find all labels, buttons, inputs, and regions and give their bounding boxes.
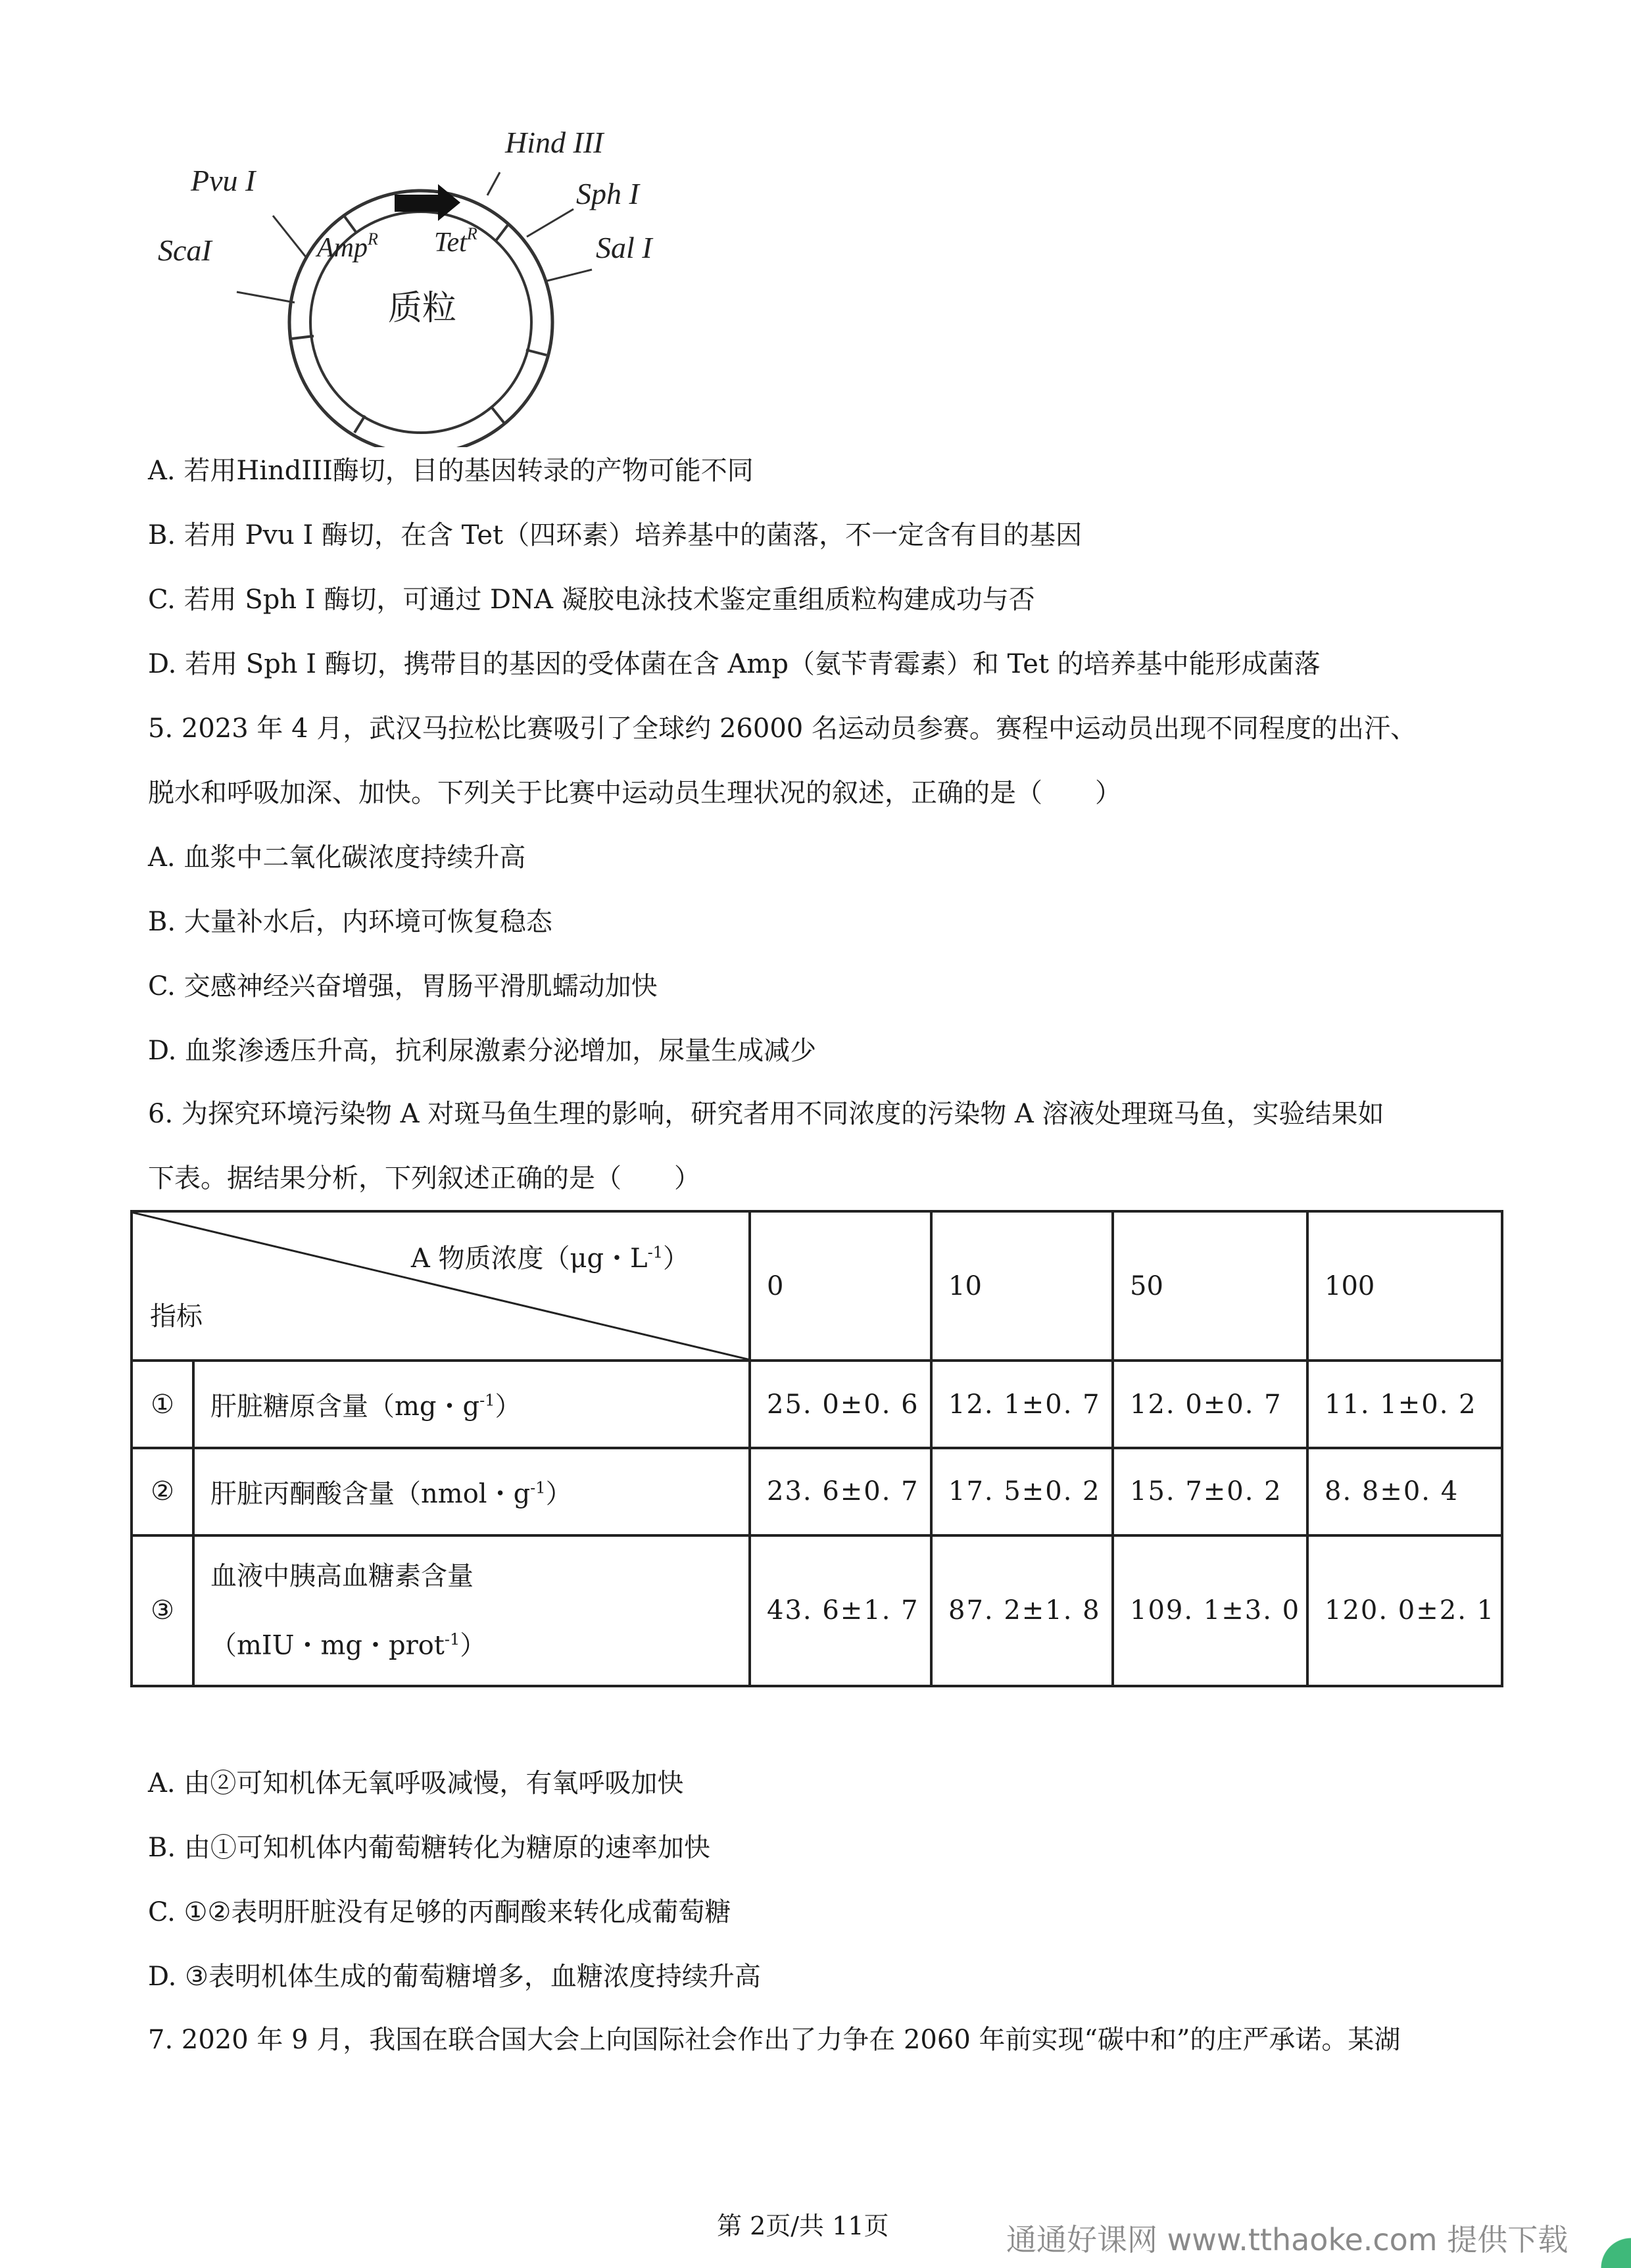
label-plasmid-center: 质粒 [388, 290, 457, 327]
q6-option-b: B. 由①可知机体内葡萄糖转化为糖原的速率加快 [148, 1833, 710, 1863]
cell-value: 87. 2±1. 8 [931, 1535, 1113, 1686]
label-ampr: Amp$^R$ [317, 229, 378, 263]
col-header-conc-50: 50 [1113, 1211, 1307, 1361]
table-row [132, 1535, 1502, 1686]
q4-option-d: D. 若用 Sph I 酶切，携带目的基因的受体菌在含 Amp（氨苄青霉素）和 Tet 的培养基中能形成菌落 [148, 649, 1321, 679]
q6-stem-line1: 6. 为探究环境污染物 A 对斑马鱼生理的影响，研究者用不同浓度的污染物 A 溶液处理斑马鱼，实验结果如 [148, 1099, 1384, 1129]
q5-option-a: A. 血浆中二氧化碳浓度持续升高 [148, 842, 526, 873]
row-indicator: 肝脏丙酮酸含量（nmol・$g^{-1}$） [193, 1448, 750, 1535]
plasmid-diagram [132, 105, 763, 447]
table-row [132, 1448, 1502, 1535]
q4-option-c: C. 若用 Sph I 酶切，可通过 DNA 凝胶电泳技术鉴定重组质粒构建成功与否 [148, 585, 1035, 615]
cell-value: 25. 0±0. 6 [750, 1361, 931, 1448]
row-index: ① [132, 1361, 193, 1448]
q6-option-c: C. ①②表明肝脏没有足够的丙酮酸来转化成葡萄糖 [148, 1897, 731, 1927]
cell-value: 109. 1±3. 0 [1113, 1535, 1307, 1686]
col-header-conc-100: 100 [1307, 1211, 1502, 1361]
q6-option-a: A. 由②可知机体无氧呼吸减慢，有氧呼吸加快 [148, 1768, 684, 1798]
cell-value: 11. 1±0. 2 [1307, 1361, 1502, 1448]
q6-option-d: D. ③表明机体生成的葡萄糖增多，血糖浓度持续升高 [148, 1962, 761, 1992]
col-header-conc-0: 0 [750, 1211, 931, 1361]
cell-value: 17. 5±0. 2 [931, 1448, 1113, 1535]
table-row [132, 1361, 1502, 1448]
corner-decoration-icon [1578, 2209, 1631, 2268]
cell-value: 43. 6±1. 7 [750, 1535, 931, 1686]
row-indicator: 肝脏糖原含量（mg・$g^{-1}$） [193, 1361, 750, 1448]
row-indicator-line2: （mIU・mg・prot$^{-1}$） [210, 1629, 487, 1661]
q5-stem-line1: 5. 2023 年 4 月，武汉马拉松比赛吸引了全球约 26000 名运动员参赛。赛程中运动员出现不同程度的出汗、 [148, 713, 1417, 744]
corner-label-concentration: A 物质浓度（μg・$L^{-1}$） [410, 1243, 689, 1274]
q7-stem-line1: 7. 2020 年 9 月，我国在联合国大会上向国际社会作出了力争在 2060 年前实现“碳中和”的庄严承诺。某湖 [148, 2025, 1401, 2055]
q4-option-a: A. 若用HindIII酶切，目的基因转录的产物可能不同 [148, 456, 754, 486]
label-pvu1: Pvu I [191, 164, 256, 197]
corner-label-indicator: 指标 [150, 1301, 203, 1332]
cell-value: 12. 1±0. 7 [931, 1361, 1113, 1448]
q5-stem-line2: 脱水和呼吸加深、加快。下列关于比赛中运动员生理状况的叙述，正确的是（ ） [148, 778, 1121, 808]
cell-value: 15. 7±0. 2 [1113, 1448, 1307, 1535]
row-index: ② [132, 1448, 193, 1535]
q6-stem-line2: 下表。据结果分析，下列叙述正确的是（ ） [148, 1163, 700, 1194]
label-hind3: Hind III [505, 126, 604, 159]
q5-option-b: B. 大量补水后，内环境可恢复稳态 [148, 907, 552, 937]
cell-value: 120. 0±2. 1 [1307, 1535, 1502, 1686]
table-corner-cell [132, 1211, 750, 1361]
row-index: ③ [132, 1535, 193, 1686]
q5-option-d: D. 血浆渗透压升高，抗利尿激素分泌增加，尿量生成减少 [148, 1036, 817, 1066]
q5-option-c: C. 交感神经兴奋增强，胃肠平滑肌蠕动加快 [148, 971, 658, 1001]
cell-value: 23. 6±0. 7 [750, 1448, 931, 1535]
q6-data-table [130, 1210, 1503, 1687]
row-indicator-line1: 血液中胰高血糖素含量 [210, 1560, 474, 1591]
row-indicator [193, 1535, 750, 1686]
q4-option-b: B. 若用 Pvu I 酶切，在含 Tet（四环素）培养基中的菌落，不一定含有目的基因 [148, 520, 1083, 550]
label-tetr: Tet$^R$ [434, 224, 477, 258]
cell-value: 12. 0±0. 7 [1113, 1361, 1307, 1448]
table-header-row [132, 1211, 1502, 1361]
page-number: 第 2页/共 11页 [717, 2211, 889, 2240]
cell-value: 8. 8±0. 4 [1307, 1448, 1502, 1535]
watermark: 通通好课网 www.tthaoke.com 提供下载 [1006, 2222, 1569, 2257]
label-sph1: Sph I [576, 177, 639, 210]
label-sca1: ScaI [158, 233, 212, 267]
label-sal1: Sal I [596, 231, 652, 264]
col-header-conc-10: 10 [931, 1211, 1113, 1361]
